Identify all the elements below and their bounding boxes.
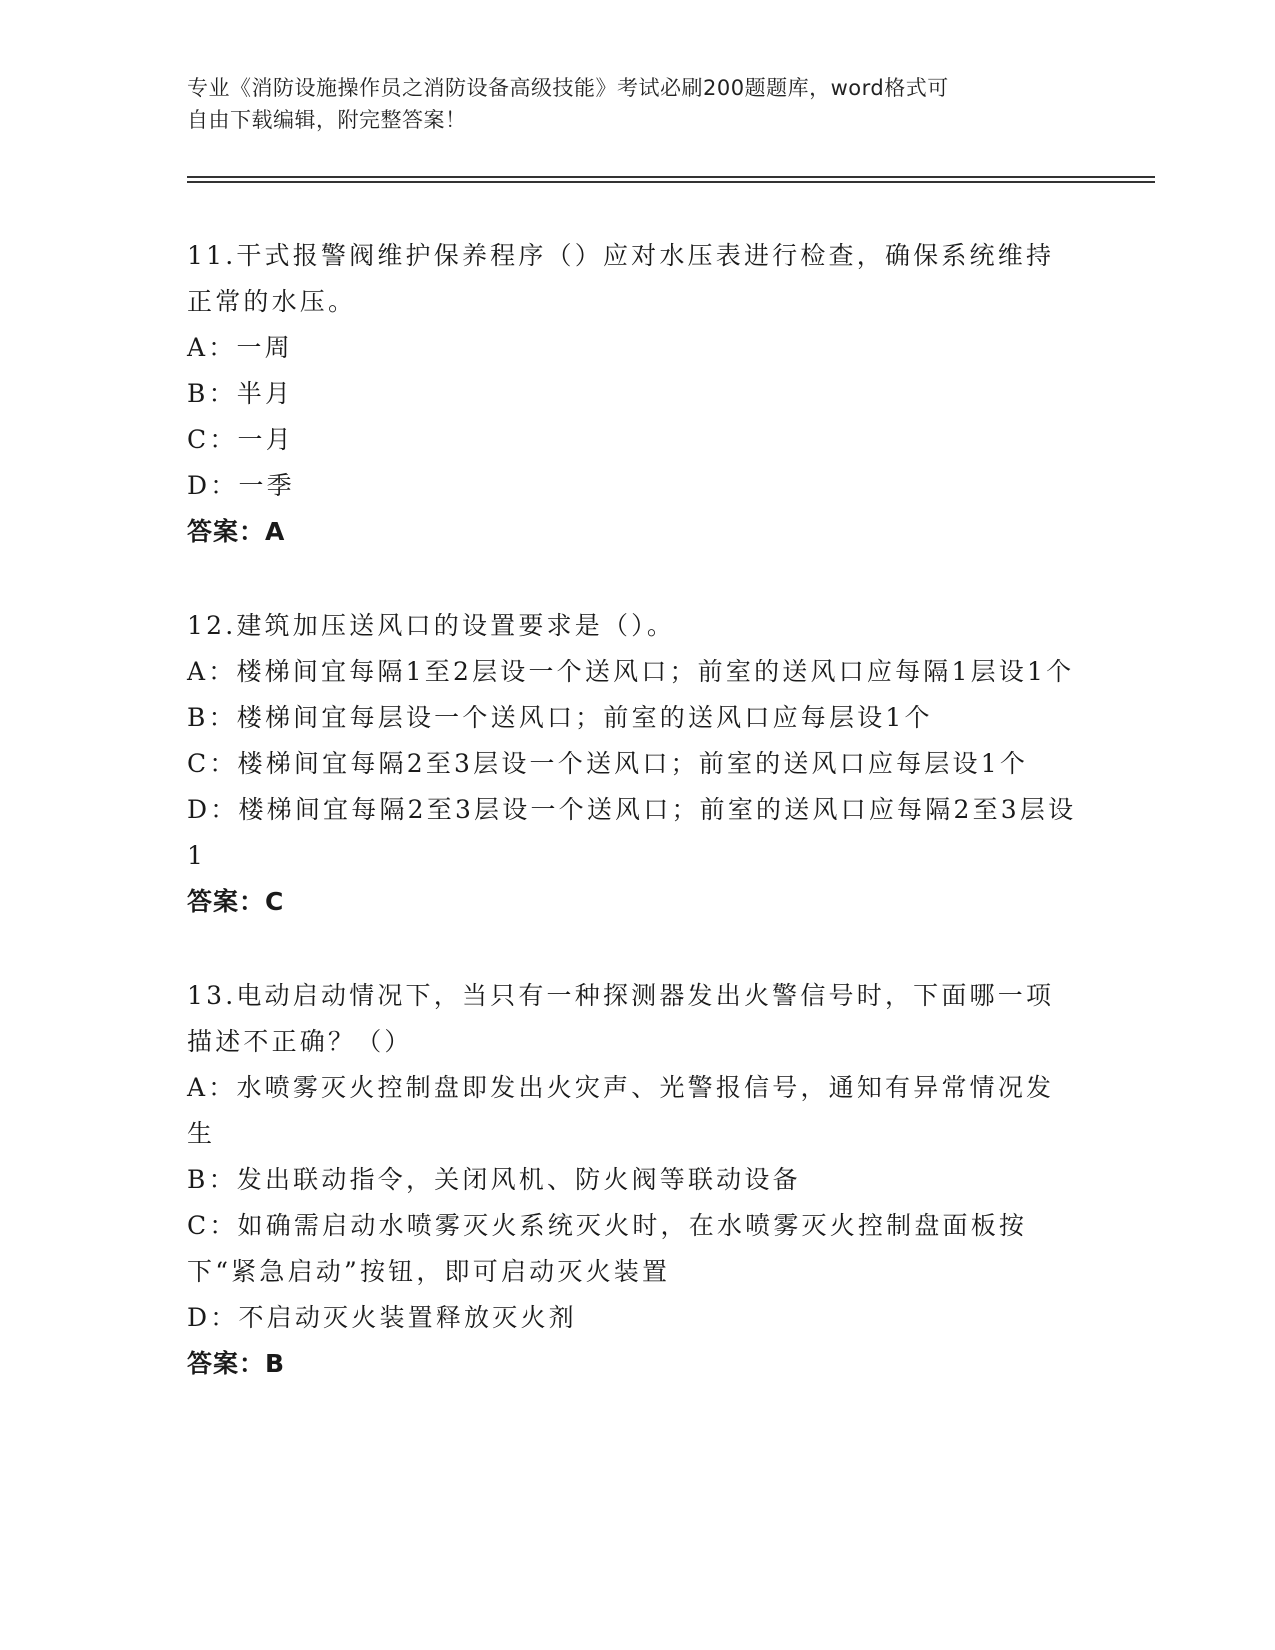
header-divider-bottom	[187, 181, 1155, 183]
option-d: D：一季	[187, 471, 295, 500]
answer-label: 答案：B	[187, 1349, 286, 1378]
option-d: D：楼梯间宜每隔2至3层设一个送风口；前室的送风口应每隔2至3层设1	[187, 795, 1077, 870]
option-d: D：不启动灭火装置释放灭火剂	[187, 1303, 577, 1332]
option-b: B：楼梯间宜每层设一个送风口；前室的送风口应每层设1个	[187, 703, 933, 732]
answer-label: 答案：C	[187, 887, 285, 916]
option-c: C：楼梯间宜每隔2至3层设一个送风口；前室的送风口应每层设1个	[187, 749, 1029, 778]
question-list	[187, 233, 1077, 1435]
header-divider-top	[187, 176, 1155, 178]
answer-label: 答案：A	[187, 517, 286, 546]
option-b: B：发出联动指令，关闭风机、防火阀等联动设备	[187, 1165, 801, 1194]
question-stem: 13.电动启动情况下，当只有一种探测器发出火警信号时，下面哪一项描述不正确？（）	[187, 981, 1055, 1056]
option-a: A：水喷雾灭火控制盘即发出火灾声、光警报信号，通知有异常情况发生	[187, 1073, 1055, 1148]
header-line-1: 专业《消防设施操作员之消防设备高级技能》考试必刷200题题库，word格式可	[187, 76, 949, 100]
question-stem: 12.建筑加压送风口的设置要求是（）。	[187, 611, 676, 640]
header-line-2: 自由下载编辑，附完整答案！	[187, 108, 467, 132]
question-13	[187, 973, 1077, 1387]
question-11	[187, 233, 1077, 555]
option-a: A：一周	[187, 333, 293, 362]
option-a: A：楼梯间宜每隔1至2层设一个送风口；前室的送风口应每隔1层设1个	[187, 657, 1075, 686]
option-b: B：半月	[187, 379, 294, 408]
question-stem: 11.干式报警阀维护保养程序（）应对水压表进行检查，确保系统维持正常的水压。	[187, 241, 1055, 316]
question-12	[187, 603, 1077, 925]
option-c: C：如确需启动水喷雾灭火系统灭火时，在水喷雾灭火控制盘面板按下“紧急启动”按钮，即可启动灭火装置	[187, 1211, 1028, 1286]
option-c: C：一月	[187, 425, 294, 454]
document-header	[187, 72, 1067, 136]
